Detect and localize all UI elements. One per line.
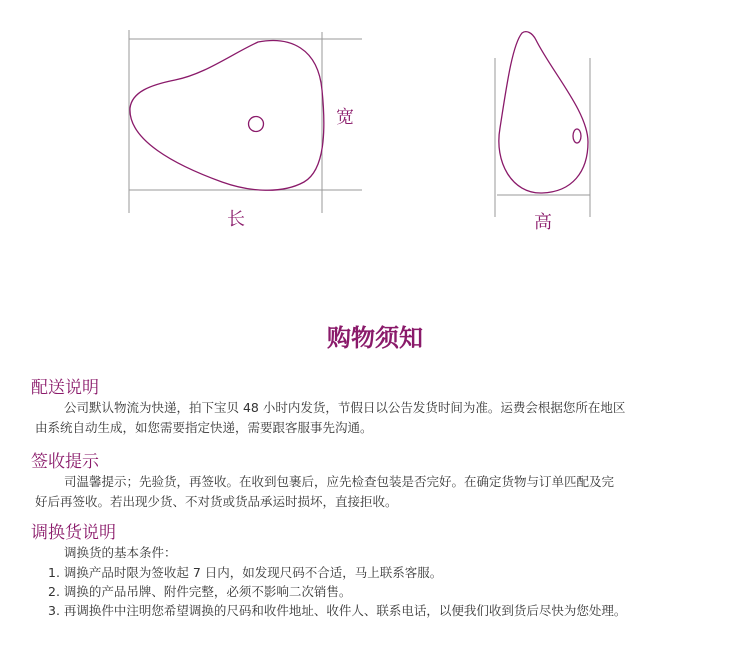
exchange-text-line: 调换货的基本条件： xyxy=(64,545,177,560)
signing-text-line: 司温馨提示；先验货，再签收。在收到包裹后，应先检查包装是否完好。在确定货物与订单匹配及完 xyxy=(64,474,615,489)
section-heading-exchange: 调换货说明 xyxy=(31,523,116,543)
front-outline xyxy=(130,41,324,191)
front-view-shape xyxy=(129,30,362,213)
signing-text-line: 好后再签收。若出现少货、不对货或货品承运时损坏，直接拒收。 xyxy=(35,494,398,509)
page-title: 购物须知 xyxy=(327,324,423,352)
shipping-text-line: 由系统自动生成，如您需要指定快递，需要跟客服事先沟通。 xyxy=(35,420,373,435)
length-label: 长 xyxy=(227,209,245,230)
shipping-text-line: 公司默认物流为快递，拍下宝贝 48 小时内发货，节假日以公告发货时间为准。运费会根据您所在地区 xyxy=(64,400,626,415)
exchange-text-line: 2. 调换的产品吊牌、附件完整，必须不影响二次销售。 xyxy=(48,584,352,599)
size-diagram xyxy=(0,0,750,240)
side-hole xyxy=(573,129,581,143)
section-heading-signing: 签收提示 xyxy=(31,452,99,472)
width-label: 宽 xyxy=(336,107,354,128)
section-heading-shipping: 配送说明 xyxy=(31,378,99,398)
exchange-text-line: 1. 调换产品时限为签收起 7 日内，如发现尺码不合适，马上联系客服。 xyxy=(48,565,443,580)
side-view-shape xyxy=(495,32,590,217)
exchange-text-line: 3. 再调换件中注明您希望调换的尺码和收件地址、收件人、联系电话，以便我们收到货后尽快为您处理。 xyxy=(48,603,627,618)
front-hole xyxy=(249,117,264,132)
height-label: 高 xyxy=(534,212,552,233)
side-outline xyxy=(499,32,588,193)
